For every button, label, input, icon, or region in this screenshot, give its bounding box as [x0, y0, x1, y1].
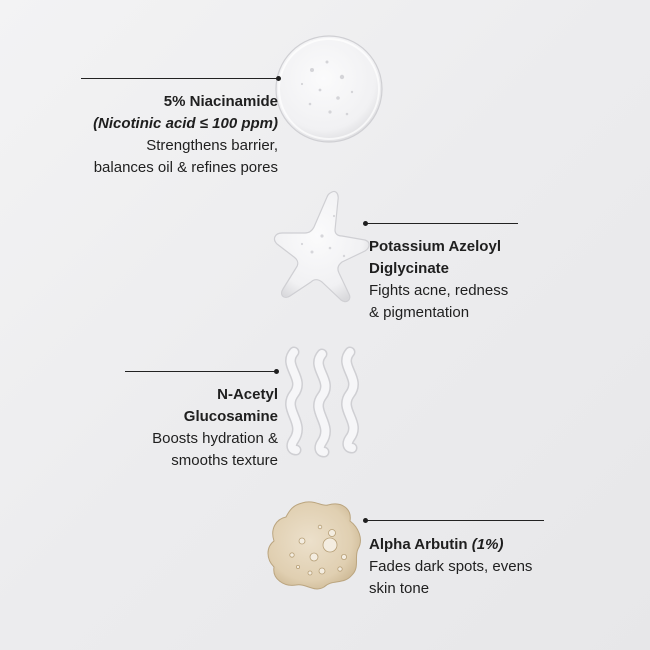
ingredient-desc-line: Fades dark spots, evens [369, 558, 533, 575]
leader-dot [276, 76, 281, 81]
ingredient-title: Glucosamine [183, 408, 278, 425]
ingredient-desc-line: smooths texture [171, 452, 278, 469]
ingredient-niacinamide [0, 91, 278, 179]
ingredient-alpha-arbutin [369, 534, 629, 600]
leader-dot [363, 518, 368, 523]
gel-star-icon [272, 186, 372, 306]
leader-dot [363, 221, 368, 226]
ingredient-desc-line: Strengthens barrier, [146, 137, 278, 154]
ingredient-title: N-Acetyl [217, 386, 278, 403]
ingredient-desc-line: skin tone [369, 580, 430, 597]
leader-dot [274, 369, 279, 374]
ingredient-title-suffix: (1%) [471, 536, 504, 553]
leader-line [125, 371, 277, 372]
leader-line [366, 520, 544, 521]
ingredient-subtitle: (Nicotinic acid ≤ 100 ppm) [93, 115, 278, 132]
ingredient-title: 5% Niacinamide [163, 93, 278, 110]
ingredient-desc-line: & pigmentation [369, 304, 470, 321]
ingredient-title [369, 534, 629, 556]
ingredient-desc-line: Boosts hydration & [152, 430, 278, 447]
leader-line [81, 78, 279, 79]
ingredient-desc-line: balances oil & refines pores [93, 159, 278, 176]
ingredient-n-acetyl-glucosamine [38, 384, 278, 472]
gel-waves-icon [276, 344, 372, 456]
ingredient-title-text: Alpha Arbutin [369, 536, 468, 553]
ingredient-desc-line: Fights acne, redness [369, 282, 509, 299]
leader-line [366, 223, 518, 224]
serum-drop-icon [262, 497, 368, 593]
ingredient-title: Diglycinate [369, 260, 450, 277]
ingredient-potassium-azeloyl-diglycinate [369, 236, 609, 324]
gel-circle-icon [272, 32, 386, 146]
ingredient-title: Potassium Azeloyl [369, 238, 501, 255]
